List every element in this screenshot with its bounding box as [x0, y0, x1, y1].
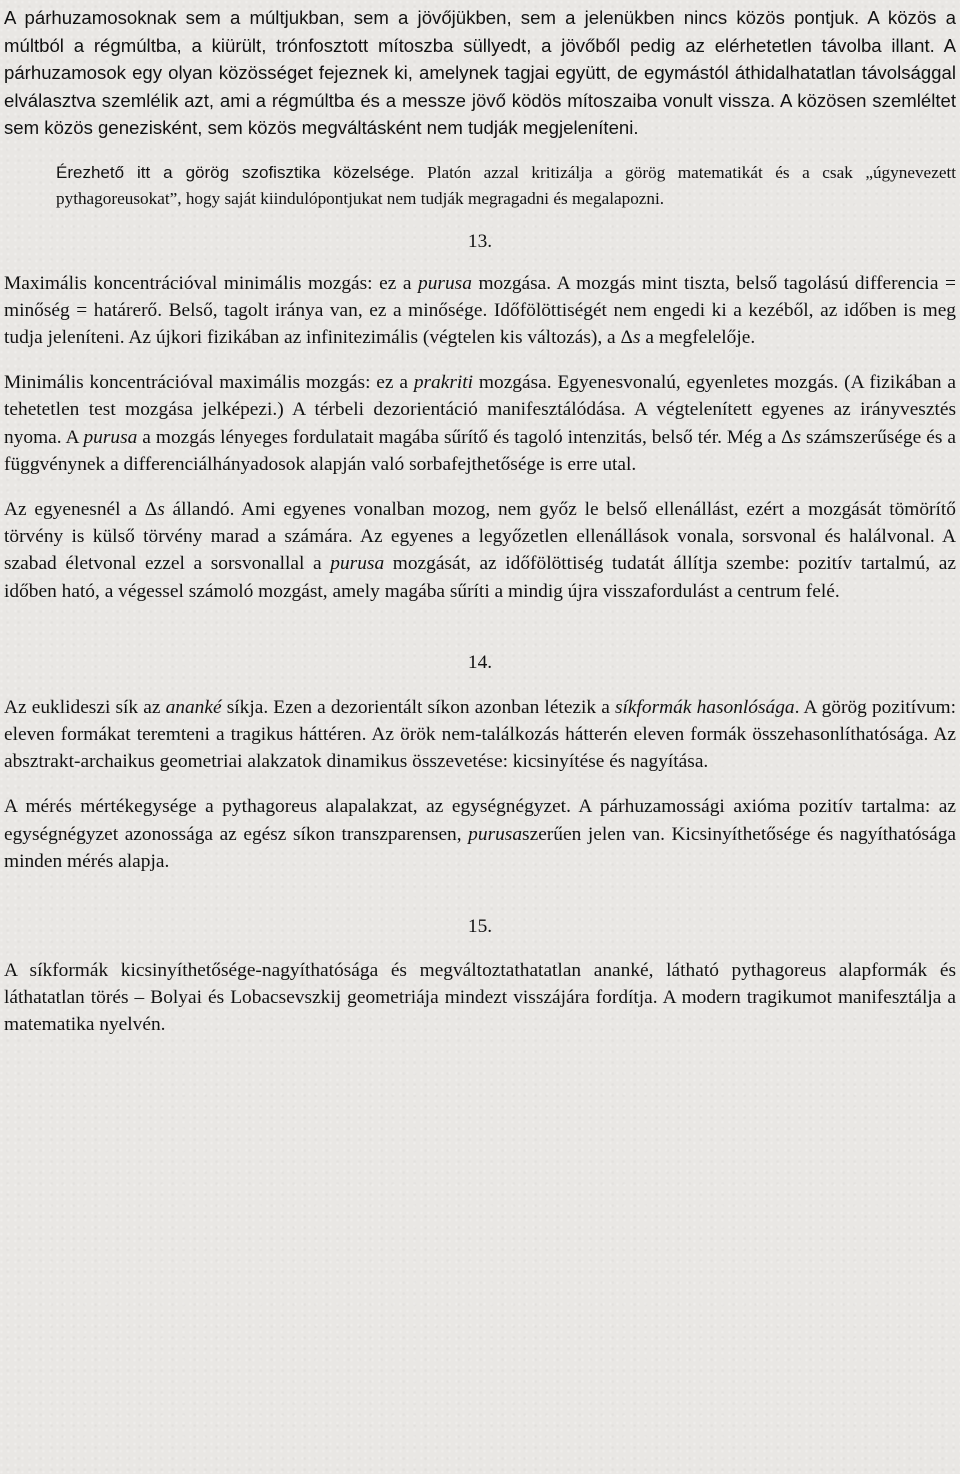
section-number-15: 15.: [467, 915, 493, 937]
text-run: síkja. Ezen a dezorientált síkon azonban létezik a: [221, 696, 615, 718]
text-run: Maximális koncentrációval minimális mozgás: ez a: [4, 272, 419, 294]
text-run: Az egyenesnél a: [4, 498, 145, 520]
paragraph-unit-square: [4, 793, 956, 875]
paragraph-prakriti-motion: [4, 369, 956, 478]
text-run: Minimális koncentrációval maximális mozgás: ez a: [4, 372, 414, 394]
text-run: . A görög pozitívum: eleven formákat teremteni a tragikus háttéren. Az örök nem-találkozás hátterén eleven formák összehasonlíthatósága. Az absztrakt-archaikus geometriai alakzatok dinamikus összevetése: kicsinyítése és nagyítása.: [4, 696, 956, 773]
italic-term: s: [157, 498, 165, 520]
italic-term: s: [633, 326, 641, 348]
italic-term: prakriti: [413, 372, 474, 394]
italic-term: purusa: [83, 426, 138, 448]
text-run: állandó. Ami egyenes vonalban mozog, nem győz le belső ellenállást, ezért a mozgását tömörítő törvény is külső törvény marad a számára. Az egyenes a legyőzetlen ellenállások vonala, sorsvonal és halálvonal. A szabad életvonal ezzel a sorsvonallal a: [4, 498, 956, 575]
italic-term: s: [793, 426, 802, 448]
italic-term: síkformák hasonlósága: [614, 696, 795, 718]
section-number-14: 14.: [467, 651, 493, 673]
italic-term: purusa: [468, 823, 523, 845]
paragraph-sophistics: [4, 160, 956, 212]
plato-sentence: Platón azzal kritizálja a görög matematikát és a csak „úgynevezett pythagoreusokat”, hogy saját kiindulópontjukat nem tudják megragadni és megalapozni.: [56, 162, 956, 208]
text-run: A mérés mértékegysége a pythagoreus alapalakzat, az egységnégyzet. A párhuzamossági axióma pozitív tartalma: az egységnégyzet azonossága az egész síkon transzparensen,: [4, 796, 956, 845]
italic-term: purusa: [330, 553, 385, 575]
text-run: szerűen jelen van. Kicsinyíthetősége és nagyíthatósága minden mérés alapja.: [4, 823, 956, 872]
text-run: mozgását, az időfölöttiség tudatát állítja szembe: pozitív tartalmú, az időben ható, a végessel számoló mozgást, amely magába sűríti a mindig újra visszafordulást a centrum felé.: [4, 553, 956, 602]
text-run: Az euklideszi sík az: [4, 696, 166, 718]
text-run: mozgása. A mozgás mint tiszta, belső tagolású differencia = minőség = határerő. Belső, tagolt iránya van, ez a minősége. Időfölöttiségét nem engedi ki a kezéből, az időben is meg tudja jeleníteni. Az újkori fizikában az infinitezimális (végtelen kis változás), a: [4, 272, 956, 348]
text-run: számszerűsége és a függvénynek a differenciálhányadosok alapján való sorbafejthetősége is erre utal.: [4, 426, 956, 475]
text-run: Δ: [144, 498, 158, 520]
paragraph-parallels: A párhuzamosoknak sem a múltjukban, sem a jövőjükben, sem a jelenükben nincs közös pontjuk. A közös a múltból a régmúltba, a kiürült, trónfosztott mítoszba süllyedt, a jövőből pedig az elérhetetlen távolba illant. A párhuzamosok egy olyan közösséget fejeznek ki, amelynek tagjai együtt, de egymástól áthidalhatatlan távolsággal elválasztva szemlélik azt, ami a régmúltba és a messze jövő ködös mítoszaiba vonult vissza. A közösen szemléltet sem közös genezisként, sem közös megváltásként nem tudják megjeleníteni.: [4, 7, 956, 138]
paragraph-purusa-motion: [4, 270, 956, 352]
paragraph-straight-line: [4, 496, 956, 605]
paragraph-euclidean-plane: [4, 694, 956, 776]
sophistics-sentence: Érezhető itt a görög szofisztika közelsége.: [56, 162, 415, 182]
paragraph-bolyai: A síkformák kicsinyíthetősége-nagyíthatósága és megváltoztathatatlan ananké, látható pythagoreus alapformák és láthatatlan törés – Bolyai és Lobacsevszkij geometriája mindezt visszájára fordítja. A modern tragikumot manifesztálja a matematika nyelvén.: [4, 959, 956, 1036]
text-run: mozgása. Egyenesvonalú, egyenletes mozgás. (A fizikában a tehetetlen test mozgása jelképezi.) A térbeli dezorientáció manifesztálódása. A végtelenített egyenes az irányvesztés nyoma. A: [4, 372, 956, 448]
italic-term: ananké: [165, 696, 222, 718]
text-run: Δ: [620, 326, 633, 348]
text-run: a megfelelője.: [640, 326, 756, 348]
italic-term: purusa: [418, 272, 472, 294]
text-run: a mozgás lényeges fordulatait magába sűrítő és tagoló intenzitás, belső tér. Még a: [137, 426, 782, 448]
section-number-13: 13.: [467, 230, 493, 252]
text-run: Δ: [781, 426, 794, 448]
